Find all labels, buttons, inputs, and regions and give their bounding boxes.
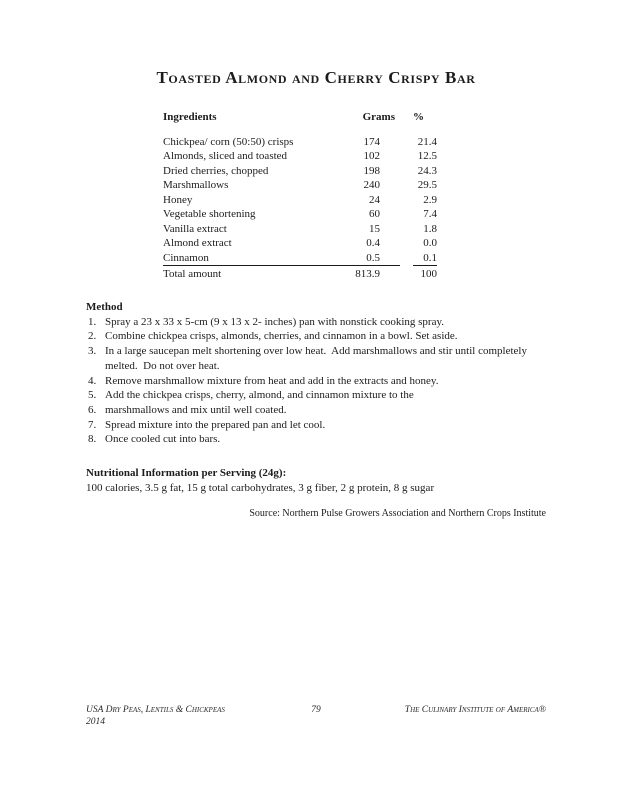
method-step-number: 1.	[88, 315, 97, 328]
ingredient-name: Honey	[163, 193, 193, 206]
ingredient-percent: 0.0	[423, 237, 437, 249]
method-step	[86, 315, 548, 330]
ingredient-percent: 29.5	[417, 179, 437, 191]
method-step	[86, 388, 548, 403]
method-steps	[86, 315, 548, 447]
page-number: 79	[311, 705, 321, 715]
method-step-text: Remove marshmallow mixture from heat and add in the extracts and honey.	[105, 374, 439, 387]
method-step-number: 8.	[88, 433, 97, 446]
ingredient-grams: 24	[369, 193, 380, 206]
method-step	[86, 344, 548, 373]
ingredient-percent: 2.9	[423, 193, 437, 206]
method-step	[86, 418, 548, 433]
method-step	[86, 329, 548, 344]
method-step-number: 5.	[88, 389, 97, 402]
header-ingredient: Ingredients	[163, 111, 217, 123]
method-step-number: 2.	[88, 330, 97, 343]
method-step-text: Combine chickpea crisps, almonds, cherries, and cinnamon in a bowl. Set aside.	[105, 330, 458, 343]
ingredient-percent: 7.4	[423, 208, 437, 220]
ingredient-percent: 21.4	[417, 135, 437, 148]
ingredient-grams: 102	[363, 150, 380, 162]
ingredient-row	[163, 149, 437, 164]
ingredient-name: Cinnamon	[163, 251, 343, 267]
nutrition-section	[86, 466, 548, 496]
ingredient-grams: 15	[369, 222, 380, 235]
method-step-number: 6.	[88, 403, 97, 416]
nutrition-heading: Nutritional Information per Serving (24g):	[86, 467, 287, 479]
ingredient-row	[163, 222, 437, 237]
ingredient-name: Marshmallows	[163, 179, 229, 191]
header-percent: %	[413, 111, 424, 123]
footer-year: 2014	[86, 716, 105, 727]
footer-left	[86, 705, 255, 728]
method-step-text: In a large saucepan melt shortening over low heat. Add marshmallows and stir until completely melted. Do not over heat.	[105, 345, 530, 372]
method-step-text: Spread mixture into the prepared pan and let cool.	[105, 418, 326, 431]
ingredient-grams: 0.4	[366, 237, 380, 249]
ingredient-grams: 0.5	[343, 251, 400, 267]
ingredient-row	[163, 207, 437, 222]
source-line: Source: Northern Pulse Growers Association and Northern Crops Institute	[249, 508, 546, 519]
ingredient-percent: 12.5	[417, 150, 437, 162]
method-step-text: Spray a 23 x 33 x 5-cm (9 x 13 x 2- inches) pan with nonstick cooking spray.	[105, 315, 445, 328]
method-heading: Method	[86, 301, 123, 313]
method-step-number: 3.	[88, 345, 97, 358]
ingredient-row	[163, 236, 437, 251]
ingredient-name: Vanilla extract	[163, 222, 227, 235]
ingredient-row	[163, 178, 437, 193]
ingredient-name: Dried cherries, chopped	[163, 164, 269, 177]
method-step	[86, 403, 548, 418]
method-step	[86, 432, 548, 447]
footer-publication: USA Dry Peas, Lentils & Chickpeas	[86, 705, 225, 715]
ingredients-table	[163, 110, 437, 282]
method-step-text: Add the chickpea crisps, cherry, almond, and cinnamon mixture to the	[105, 389, 414, 402]
ingredient-grams: 60	[369, 208, 380, 220]
method-step-number: 4.	[88, 374, 97, 387]
method-step-text: Once cooled cut into bars.	[105, 433, 221, 446]
ingredient-row	[163, 193, 437, 208]
total-row	[163, 267, 437, 282]
ingredient-percent: 24.3	[417, 164, 437, 177]
total-label: Total amount	[163, 268, 222, 280]
ingredient-name: Almond extract	[163, 237, 232, 249]
ingredient-row	[163, 135, 437, 150]
header-grams: Grams	[362, 111, 395, 123]
ingredient-name: Almonds, sliced and toasted	[163, 150, 288, 162]
ingredient-name: Chickpea/ corn (50:50) crisps	[163, 135, 294, 148]
ingredient-grams: 240	[363, 179, 380, 191]
ingredients-table-header	[163, 110, 437, 125]
method-step-number: 7.	[88, 418, 97, 431]
ingredient-percent: 0.1	[413, 251, 437, 267]
nutrition-values: 100 calories, 3.5 g fat, 15 g total carbohydrates, 3 g fiber, 2 g protein, 8 g sugar	[86, 482, 435, 494]
total-percent: 100	[420, 268, 437, 280]
page-title: Toasted Almond and Cherry Crispy Bar	[156, 68, 476, 87]
ingredients-rows	[163, 135, 437, 267]
ingredient-row	[163, 251, 437, 267]
method-section	[86, 300, 548, 447]
total-grams: 813.9	[355, 268, 380, 280]
method-step-text: marshmallows and mix until well coated.	[105, 403, 287, 416]
ingredient-row	[163, 164, 437, 179]
ingredient-percent: 1.8	[423, 222, 437, 235]
ingredient-grams: 198	[363, 164, 380, 177]
ingredient-grams: 174	[363, 135, 380, 148]
method-step	[86, 374, 548, 389]
footer-institute: The Culinary Institute of America®	[404, 705, 547, 715]
page-footer	[86, 705, 546, 728]
ingredient-name: Vegetable shortening	[163, 208, 256, 220]
